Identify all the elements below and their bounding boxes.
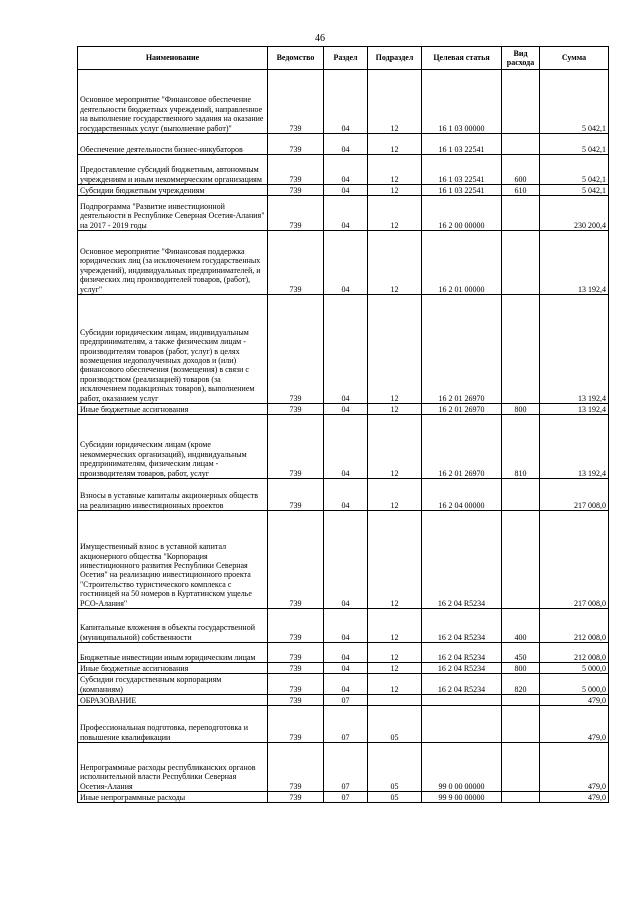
row-target-article: 16 1 03 00000 <box>422 70 502 134</box>
row-name: Основное мероприятие "Финансовая поддержка юридических лиц (за исключением государственных учреждений), индивидуальных предпринимателей, и физических лиц производителей товаров, (работ), услуг" <box>78 231 268 295</box>
row-expense-type <box>502 134 540 155</box>
table-row <box>78 609 609 643</box>
row-sum: 13 192,4 <box>540 231 609 295</box>
row-razdel: 07 <box>324 695 368 706</box>
table-row <box>78 643 609 663</box>
row-vedomstvo: 739 <box>268 511 324 609</box>
table-row <box>78 792 609 803</box>
row-expense-type <box>502 196 540 231</box>
row-razdel: 04 <box>324 134 368 155</box>
row-podrazdel: 05 <box>368 743 422 792</box>
row-vedomstvo: 739 <box>268 155 324 185</box>
row-podrazdel: 12 <box>368 70 422 134</box>
page-number: 46 <box>315 33 325 44</box>
row-vedomstvo: 739 <box>268 706 324 743</box>
row-razdel: 04 <box>324 511 368 609</box>
row-vedomstvo: 739 <box>268 674 324 695</box>
row-expense-type: 800 <box>502 663 540 674</box>
row-expense-type: 400 <box>502 609 540 643</box>
row-expense-type <box>502 792 540 803</box>
table-row <box>78 185 609 196</box>
row-name: Субсидии юридическим лицам (кроме некоммерческих организаций), индивидуальным предпринимателям, физическим лицам - производителям товаров, работ, услуг <box>78 415 268 479</box>
row-name: Бюджетные инвестиции иным юридическим лицам <box>78 643 268 663</box>
row-expense-type: 600 <box>502 155 540 185</box>
row-target-article: 16 2 04 R5234 <box>422 663 502 674</box>
row-sum: 479,0 <box>540 695 609 706</box>
row-vedomstvo: 739 <box>268 295 324 404</box>
row-razdel: 07 <box>324 706 368 743</box>
row-razdel: 04 <box>324 415 368 479</box>
row-name: Иные бюджетные ассигнования <box>78 404 268 415</box>
row-name: Субсидии государственным корпорациям (компаниям) <box>78 674 268 695</box>
table-row <box>78 404 609 415</box>
row-name: Основное мероприятие "Финансовое обеспечение деятельности бюджетных учреждений, направленное на выполнение государственного задания на оказание государственных услуг (выполнение работ)" <box>78 70 268 134</box>
row-vedomstvo: 739 <box>268 479 324 511</box>
row-podrazdel: 12 <box>368 674 422 695</box>
row-razdel: 04 <box>324 155 368 185</box>
header-podrazdel: Подраздел <box>368 47 422 70</box>
row-expense-type <box>502 511 540 609</box>
row-name: ОБРАЗОВАНИЕ <box>78 695 268 706</box>
row-podrazdel: 12 <box>368 295 422 404</box>
row-podrazdel: 05 <box>368 706 422 743</box>
row-sum: 212 008,0 <box>540 609 609 643</box>
row-expense-type: 800 <box>502 404 540 415</box>
row-sum: 5 042,1 <box>540 134 609 155</box>
header-target-article: Целевая статья <box>422 47 502 70</box>
table-row <box>78 196 609 231</box>
row-razdel: 07 <box>324 792 368 803</box>
row-expense-type <box>502 706 540 743</box>
row-podrazdel: 12 <box>368 415 422 479</box>
row-vedomstvo: 739 <box>268 695 324 706</box>
row-sum: 217 008,0 <box>540 511 609 609</box>
row-target-article: 16 2 04 R5234 <box>422 643 502 663</box>
row-sum: 230 200,4 <box>540 196 609 231</box>
row-razdel: 04 <box>324 674 368 695</box>
row-expense-type: 820 <box>502 674 540 695</box>
row-sum: 212 008,0 <box>540 643 609 663</box>
header-name: Наименование <box>78 47 268 70</box>
row-vedomstvo: 739 <box>268 231 324 295</box>
row-name: Подпрограмма "Развитие инвестиционной деятельности в Республике Северная Осетия-Алания" на 2017 - 2019 годы <box>78 196 268 231</box>
row-vedomstvo: 739 <box>268 743 324 792</box>
row-vedomstvo: 739 <box>268 663 324 674</box>
row-target-article: 16 2 04 00000 <box>422 479 502 511</box>
row-podrazdel: 12 <box>368 404 422 415</box>
row-razdel: 07 <box>324 743 368 792</box>
row-target-article: 16 2 04 R5234 <box>422 674 502 695</box>
row-target-article: 16 1 03 22541 <box>422 185 502 196</box>
row-podrazdel: 12 <box>368 643 422 663</box>
row-expense-type <box>502 695 540 706</box>
row-podrazdel: 12 <box>368 185 422 196</box>
row-target-article <box>422 695 502 706</box>
row-target-article: 16 2 00 00000 <box>422 196 502 231</box>
table-header-row <box>78 47 609 70</box>
table-row <box>78 706 609 743</box>
budget-table <box>77 46 609 803</box>
row-podrazdel <box>368 695 422 706</box>
row-target-article: 16 2 04 R5234 <box>422 609 502 643</box>
row-sum: 13 192,4 <box>540 404 609 415</box>
row-vedomstvo: 739 <box>268 196 324 231</box>
row-vedomstvo: 739 <box>268 609 324 643</box>
row-vedomstvo: 739 <box>268 415 324 479</box>
row-razdel: 04 <box>324 231 368 295</box>
row-expense-type: 610 <box>502 185 540 196</box>
row-razdel: 04 <box>324 663 368 674</box>
row-expense-type: 450 <box>502 643 540 663</box>
row-target-article: 99 0 00 00000 <box>422 743 502 792</box>
row-podrazdel: 12 <box>368 511 422 609</box>
row-sum: 5 042,1 <box>540 155 609 185</box>
row-target-article: 16 1 03 22541 <box>422 155 502 185</box>
row-name: Капитальные вложения в объекты государственной (муниципальной) собственности <box>78 609 268 643</box>
row-name: Иные непрограммные расходы <box>78 792 268 803</box>
row-sum: 5 042,1 <box>540 185 609 196</box>
table-row <box>78 295 609 404</box>
row-target-article <box>422 706 502 743</box>
table-row <box>78 479 609 511</box>
row-podrazdel: 12 <box>368 609 422 643</box>
row-sum: 5 000,0 <box>540 674 609 695</box>
header-vedomstvo: Ведомство <box>268 47 324 70</box>
row-sum: 217 008,0 <box>540 479 609 511</box>
row-vedomstvo: 739 <box>268 185 324 196</box>
row-expense-type <box>502 743 540 792</box>
table-row <box>78 134 609 155</box>
row-target-article: 99 9 00 00000 <box>422 792 502 803</box>
row-target-article: 16 2 01 00000 <box>422 231 502 295</box>
row-target-article: 16 1 03 22541 <box>422 134 502 155</box>
table-row <box>78 674 609 695</box>
row-razdel: 04 <box>324 295 368 404</box>
row-name: Субсидии юридическим лицам, индивидуальным предпринимателям, а также физическим лицам - производителям товаров (работ, услуг) в целях возмещения недополученных доходов и (или) финансового обеспечения (возмещения) в связи с производством (реализацией) товаров (за исключением подакцизных товаров), выполнением работ, оказанием услуг <box>78 295 268 404</box>
row-vedomstvo: 739 <box>268 404 324 415</box>
row-target-article: 16 2 01 26970 <box>422 404 502 415</box>
row-podrazdel: 12 <box>368 196 422 231</box>
row-sum: 13 192,4 <box>540 415 609 479</box>
row-sum: 13 192,4 <box>540 295 609 404</box>
table-row <box>78 511 609 609</box>
row-name: Иные бюджетные ассигнования <box>78 663 268 674</box>
row-name: Взносы в уставные капиталы акционерных обществ на реализацию инвестиционных проектов <box>78 479 268 511</box>
row-name: Обеспечение деятельности бизнес-инкубаторов <box>78 134 268 155</box>
row-sum: 479,0 <box>540 792 609 803</box>
row-name: Профессиональная подготовка, переподготовка и повышение квалификации <box>78 706 268 743</box>
row-podrazdel: 12 <box>368 479 422 511</box>
row-vedomstvo: 739 <box>268 134 324 155</box>
row-name: Субсидии бюджетным учреждениям <box>78 185 268 196</box>
row-razdel: 04 <box>324 70 368 134</box>
row-vedomstvo: 739 <box>268 792 324 803</box>
header-sum: Сумма <box>540 47 609 70</box>
row-expense-type: 810 <box>502 415 540 479</box>
row-vedomstvo: 739 <box>268 643 324 663</box>
row-target-article: 16 2 01 26970 <box>422 295 502 404</box>
row-razdel: 04 <box>324 609 368 643</box>
row-sum: 5 042,1 <box>540 70 609 134</box>
row-razdel: 04 <box>324 196 368 231</box>
row-name: Имущественный взнос в уставной капитал акционерного общества "Корпорация инвестиционного развития Республики Северная Осетия" на реализацию инвестиционного проекта "Строительство туристического комплекса с гостиницей на 50 номеров в Куртатинском ущелье РСО-Алания" <box>78 511 268 609</box>
table-row <box>78 663 609 674</box>
row-razdel: 04 <box>324 643 368 663</box>
table-row <box>78 695 609 706</box>
row-expense-type <box>502 479 540 511</box>
row-vedomstvo: 739 <box>268 70 324 134</box>
row-expense-type <box>502 70 540 134</box>
row-podrazdel: 12 <box>368 663 422 674</box>
row-podrazdel: 12 <box>368 231 422 295</box>
row-expense-type <box>502 295 540 404</box>
table-row <box>78 743 609 792</box>
row-name: Непрограммные расходы республиканских органов исполнительной власти Республики Северная Осетия-Алания <box>78 743 268 792</box>
row-expense-type <box>502 231 540 295</box>
row-razdel: 04 <box>324 404 368 415</box>
row-sum: 5 000,0 <box>540 663 609 674</box>
row-target-article: 16 2 01 26970 <box>422 415 502 479</box>
table-row <box>78 415 609 479</box>
row-sum: 479,0 <box>540 706 609 743</box>
row-podrazdel: 12 <box>368 155 422 185</box>
row-podrazdel: 05 <box>368 792 422 803</box>
table-row <box>78 70 609 134</box>
row-target-article: 16 2 04 R5234 <box>422 511 502 609</box>
table-row <box>78 155 609 185</box>
row-podrazdel: 12 <box>368 134 422 155</box>
row-razdel: 04 <box>324 479 368 511</box>
row-name: Предоставление субсидий бюджетным, автономным учреждениям и иным некоммерческим организациям <box>78 155 268 185</box>
row-sum: 479,0 <box>540 743 609 792</box>
row-razdel: 04 <box>324 185 368 196</box>
header-expense-type: Вид расхода <box>502 47 540 70</box>
table-row <box>78 231 609 295</box>
header-razdel: Раздел <box>324 47 368 70</box>
